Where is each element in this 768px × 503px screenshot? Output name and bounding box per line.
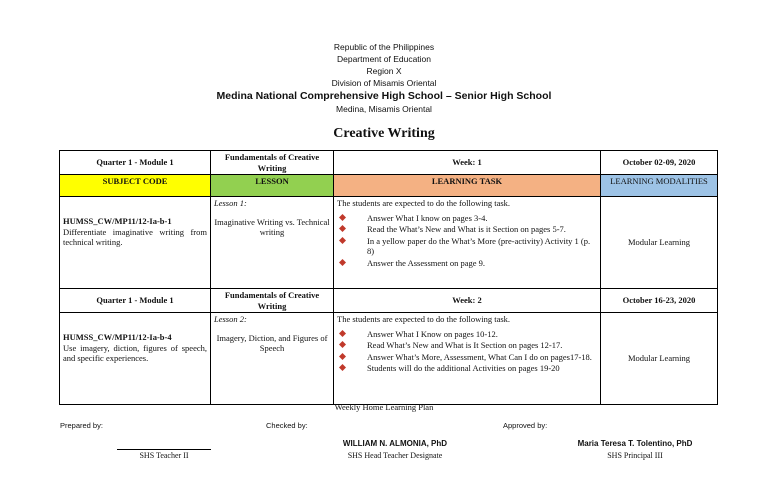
task-text: Answer What I Know on pages 10-12. xyxy=(367,328,498,339)
teacher-role: SHS Teacher II xyxy=(139,451,189,460)
competency-text: Differentiate imaginative writing from technical writing. xyxy=(63,226,207,247)
list-item xyxy=(337,363,597,374)
week-cell: Week: 2 xyxy=(334,289,601,313)
diamond-bullet-icon xyxy=(339,259,346,266)
lesson-title: Imaginative Writing vs. Technical writing xyxy=(214,216,330,237)
document-title: Creative Writing xyxy=(333,126,435,141)
competency-code: HUMSS_CW/MP11/12-Ia-b-4 xyxy=(63,332,172,342)
task-cell xyxy=(334,313,601,405)
quarter-cell: Quarter 1 - Module 1 xyxy=(60,151,211,175)
week-header-row xyxy=(60,289,718,313)
task-intro: The students are expected to do the following task. xyxy=(337,314,511,324)
topic-cell: Fundamentals of Creative Writing xyxy=(211,151,334,175)
week-content-row xyxy=(60,197,718,289)
column-header-row xyxy=(60,175,718,197)
header-country: Republic of the Philippines xyxy=(333,42,435,52)
task-intro: The students are expected to do the following task. xyxy=(337,198,511,208)
lesson-header: LESSON xyxy=(211,175,334,197)
list-item xyxy=(337,224,597,235)
task-text: Answer the Assessment on page 9. xyxy=(367,257,486,268)
list-item xyxy=(337,213,597,224)
checker-role: SHS Head Teacher Designate xyxy=(347,451,443,460)
task-text: Answer What’s More, Assessment, What Can I do on pages17-18. xyxy=(367,351,592,362)
subject-code-cell xyxy=(60,197,211,289)
learning-plan-table xyxy=(59,150,718,405)
prepared-by-label: Prepared by: xyxy=(60,421,103,430)
header-location: Medina, Misamis Oriental xyxy=(336,104,432,114)
diamond-bullet-icon xyxy=(339,364,346,371)
task-cell xyxy=(334,197,601,289)
lesson-title: Imagery, Diction, and Figures of Speech xyxy=(216,332,328,353)
header-school-name: Medina National Comprehensive High School – Senior High School xyxy=(216,90,552,102)
modality-cell: Modular Learning xyxy=(601,197,718,289)
task-text: Answer What I know on pages 3-4. xyxy=(367,212,488,223)
learning-modalities-header: LEARNING MODALITIES xyxy=(601,175,718,197)
lesson-label: Lesson 1: xyxy=(214,198,247,208)
list-item xyxy=(337,236,597,257)
dates-cell: October 16-23, 2020 xyxy=(601,289,718,313)
topic-cell: Fundamentals of Creative Writing xyxy=(211,289,334,313)
task-text: Read the What’s New and What is it Section on pages 5-7. xyxy=(367,224,566,234)
dates-cell: October 02-09, 2020 xyxy=(601,151,718,175)
checker-name: WILLIAM N. ALMONIA, PhD xyxy=(342,439,448,448)
lesson-cell xyxy=(211,197,334,289)
learning-task-header: LEARNING TASK xyxy=(334,175,601,197)
diamond-bullet-icon xyxy=(339,353,346,360)
diamond-bullet-icon xyxy=(339,330,346,337)
header-region: Region X xyxy=(366,66,402,76)
list-item xyxy=(337,329,597,340)
subject-code-header: SUBJECT CODE xyxy=(60,175,211,197)
document-header xyxy=(0,41,768,115)
header-division: Division of Misamis Oriental xyxy=(331,78,437,88)
task-text: Read What’s New and What is It Section on pages 12-17. xyxy=(367,340,563,350)
diamond-bullet-icon xyxy=(339,225,346,232)
week-cell: Week: 1 xyxy=(334,151,601,175)
list-item xyxy=(337,258,597,269)
lesson-cell xyxy=(211,313,334,405)
modality-cell: Modular Learning xyxy=(601,313,718,405)
competency-text: Use imagery, diction, figures of speech, and specific experiences. xyxy=(63,342,207,363)
competency-code: HUMSS_CW/MP11/12-Ia-b-1 xyxy=(63,216,172,226)
diamond-bullet-icon xyxy=(339,214,346,221)
checked-by-label: Checked by: xyxy=(266,421,308,430)
quarter-cell: Quarter 1 - Module 1 xyxy=(60,289,211,313)
approver-name: Maria Teresa T. Tolentino, PhD xyxy=(577,439,693,448)
task-list xyxy=(337,213,597,269)
week-content-row xyxy=(60,313,718,405)
subject-code-cell xyxy=(60,313,211,405)
lesson-label: Lesson 2: xyxy=(214,314,247,324)
approved-by-label: Approved by: xyxy=(503,421,548,430)
task-list xyxy=(337,329,597,374)
diamond-bullet-icon xyxy=(339,341,346,348)
teacher-signature-line xyxy=(117,449,211,450)
week-header-row xyxy=(60,151,718,175)
list-item xyxy=(337,352,597,363)
diamond-bullet-icon xyxy=(339,237,346,244)
list-item xyxy=(337,340,597,351)
task-text: In a yellow paper do the What’s More (pre-activity) Activity 1 (p. 8) xyxy=(367,235,591,256)
task-text: Students will do the additional Activities on pages 19-20 xyxy=(367,363,560,373)
approver-role: SHS Principal III xyxy=(607,451,663,460)
table-caption: Weekly Home Learning Plan xyxy=(334,402,434,412)
header-department: Department of Education xyxy=(336,54,432,64)
